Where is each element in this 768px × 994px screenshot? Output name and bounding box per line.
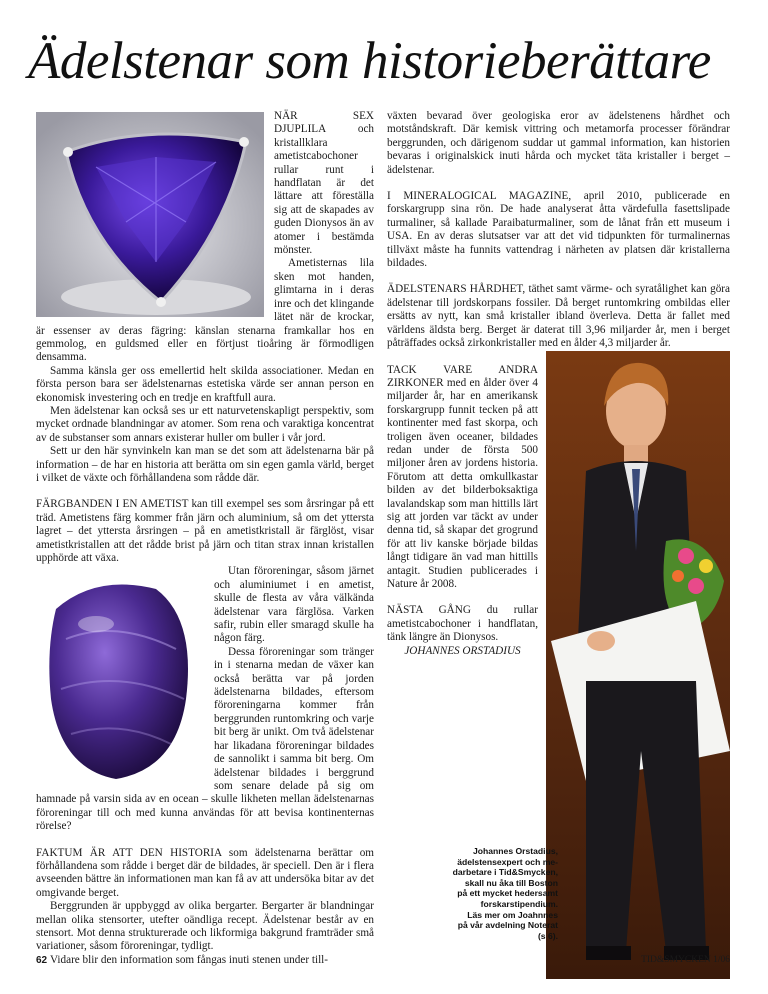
- magazine-footer: TID&SMYCKEN 1/06: [641, 955, 730, 965]
- article-column-1: NÄR SEX DJUPLILA och kristallklara ametistcabochoner rullar runt i handflatan är det lättare att föreställa sig att de skapades av guden Dionysos än av atomer i bestämda mönster. Ametisternas lila sken mot handen, glimtarna in i deras inre och det klingande lätet när de krockar, är essenser av deras fägring: känslan stenarna framkallar hos en gemmolog, en guldsmed eller en förtjust tioåring är förmodligen densamma. Samma känsla ger oss emellertid helt skilda associationer. Medan en första person bara ser ädelstenarnas estetiska värde ser annan person en ekonomisk investering och en tredje en kraftfull aura. Men ädelstenar kan också ses ur ett naturvetenskapligt perspektiv, som mycket ordnade blandningar av atomer. Som rena och varaktiga koncentrat av de substanser som annars existerar huller om buller i vår jord. Sett ur den här synvinkeln kan man se det som att ädelstenarna bär på information – de har en historia att berätta om sin egen gamla värld, berget i vilket de växte och förhållandena som rådde där. FÄRGBANDEN I EN AMETIST kan till exempel ses som årsringar på ett träd. Ametistens färg kommer från järn och aluminium, så om det yttersta lagret – det yttersta årsringen – på en ametistkristall är färglöst, visar ametistkristallen att det rådde brist på järn och titan strax innan kristallen upphörde att växa. Utan föroreningar, såsom järnet och aluminiumet i en ametist, skulle de flesta av våra välkända ädelstenar vara färglösa. Varken safir, rubin eller smaragd skulle ha någon färg. Dessa föroreningar som tränger in i stenarna medan de växer kan också berätta var på jorden ädelstenarna bildades, eftersom föroreningarna kommer från berggrunden runtomkring och varje bit berg är unikt. Om två ädelstenar har likadana föroreningar bildades de sannolikt i samma bit berg. Om ädelstenar bildades i berggrund som senare delade på sig om hamnade på varsin sida av en ocean – skulle likheten mellan ädelstenarnas föroreningar till och med kunna användas för att bevisa kontinenternas rörelse? FAKTUM ÄR ATT DEN HISTORIA som ädelstenarna berättar om förhållandena som rådde i berget där de bildades, är speciell. Den är i flera avseenden bättre än informationen man kan få av att undersöka bitar av det omgivande berget. Berggrunden är uppbyggd av olika bergarter. Bergarter är blandningar mellan olika stensorter, utefter oändliga recept. Ädelstenar består av en stensort. Mot denna strukturerade och likformiga bakgrund framträder små variationer, såsom föroreningar, tydligt. Vidare blir den information som fångas inuti stenen under till-: [36, 110, 374, 966]
- tumbled-stone-icon: [36, 569, 204, 789]
- author-photo: [546, 351, 730, 979]
- photo-caption: Johannes Orstadius, ädelstensexpert och me- darbetare i Tid&Smycken, skall nu åka till Boston på ett mycket hedersamt forskarstipendium. Läs mer om Joahnnes på vår avdelning Noterat (s 6).: [452, 846, 558, 941]
- amethyst-trillion-icon: [36, 112, 264, 317]
- page-number: 62: [36, 955, 48, 966]
- person-with-bouquet-icon: [546, 351, 730, 979]
- trillion-amethyst-photo: [36, 112, 264, 317]
- article-title: Ädelstenar som historieberättare: [28, 32, 711, 90]
- tumbled-amethyst-photo: [36, 569, 204, 789]
- author-signature: JOHANNES ORSTADIUS: [404, 644, 521, 657]
- article-column-2: växten bevarad över geologiska eror av ädelstenens hårdhet och motståndskraft. Där kemisk vittring och metamorfa processer förändrar berggrunden, och därigenom suddar ut gammal information, kan historien bevaras i originalskick inuti hårda och mycket täta kristaller i berget – ädelstenar. I MINERALOGICAL MAGAZINE, april 2010, publicerade en forskargrupp sina rön. De hade analyserat åtta värdefulla fasettslipade turmaliner, så kallade Paraibaturmaliner, som de lånat från ett museum i USA. En av deras slutsatser var att det vid tidpunkten för turmalinernas tillväxt måste ha funnits vattendrag i närheten av platsen där kristallerna bildades. ÄDELSTENARS HÅRDHET, täthet samt värme- och syratålighet kan göra ädelstenar till jordskorpans fossiler. Då berget runtomkring ombildas eller ersätts av nytt, kan små kristaller ibland överleva. Detta är fallet med världens äldsta berg. Berget är daterat till 3,96 miljarder år, men i berget påträffades också zirkonkristaller med en ålder 4,3 miljarder år. TACK VARE ANDRA ZIRKONER med en ålder över 4 miljarder år, har en amerikansk forskargrupp funnit tecken på att kontinenter med fast skorpa, och troligen även oceaner, bildades redan under de första 500 miljoner åren av jordens historia. Förutom att detta omkullkastar bilden av det bilderboksaktiga lavalandskap som man hittills lärt sig att jorden var täckt av under denna tid, så skapar det grogrund för att liv kanske började bildas långt tidigare än vad man hittills antagit. Studien publicerades i Nature år 2008. NÄSTA GÅNG du rullar ametistcabochoner i handflatan, tänk längre än Dionysos. JOHANNES ORSTADIUS: [387, 110, 730, 979]
